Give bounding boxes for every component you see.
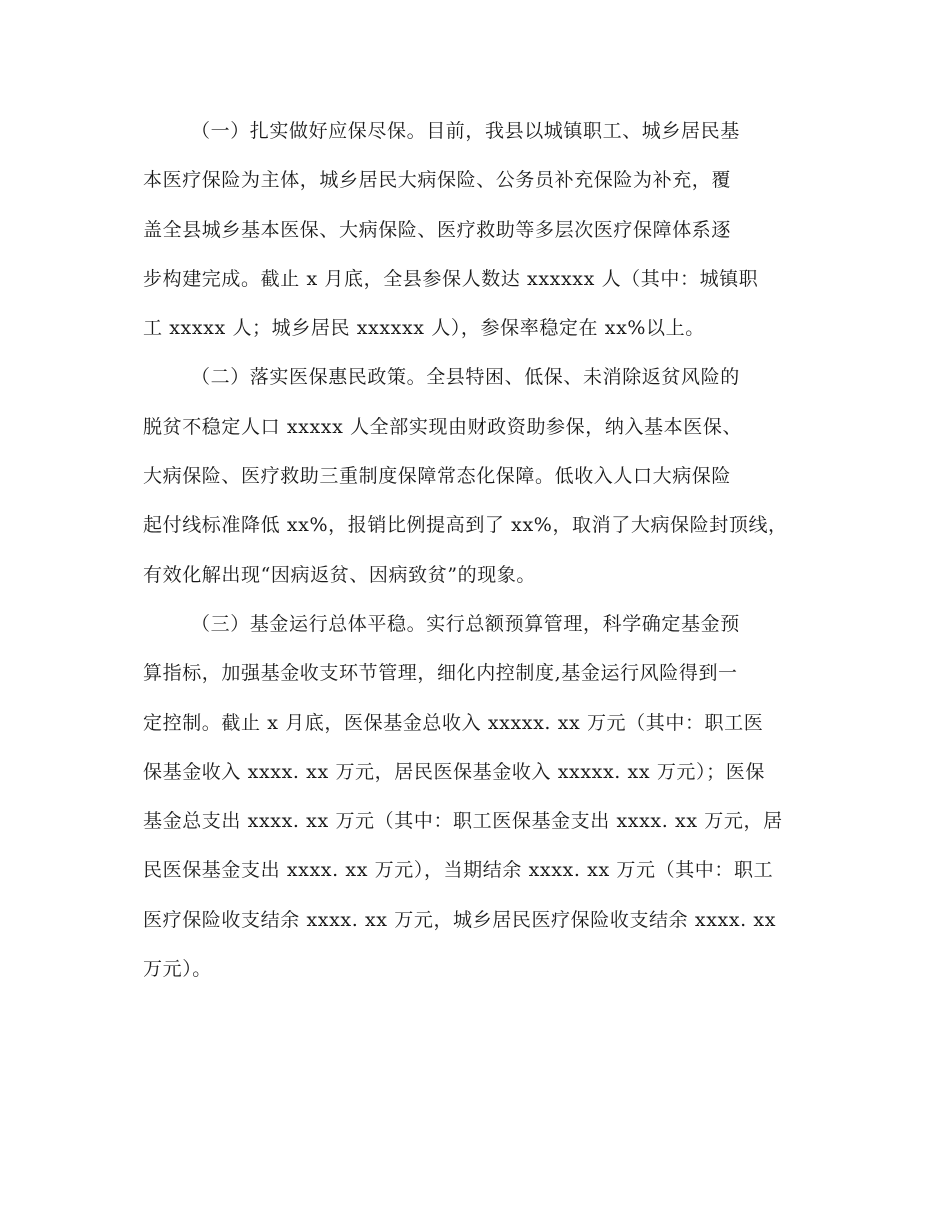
text-line: 有效化解出现“因病返贫、因病致贫”的现象。 [143, 563, 537, 586]
text-line: 步构建完成。截止 x 月底，全县参保人数达 xxxxxx 人（其中：城镇职 [143, 267, 759, 290]
paragraph-universal-coverage [143, 107, 813, 353]
text-line: 工 xxxxx 人；城乡居民 xxxxxx 人），参保率稳定在 xx%以上。 [143, 317, 705, 340]
text-line: 大病保险、医疗救助三重制度保障常态化保障。低收入人口大病保险 [143, 465, 732, 488]
text-line: （一）扎实做好应保尽保。目前，我县以城镇职工、城乡居民基 [191, 120, 740, 142]
paragraph-benefit-policy [143, 353, 813, 599]
text-line: 算指标，加强基金收支环节管理，细化内控制度,基金运行风险得到一 [143, 662, 738, 685]
text-line: 定控制。截止 x 月底，医保基金总收入 xxxxx. xx 万元（其中：职工医 [143, 711, 764, 734]
text-line: 民医保基金支出 xxxx. xx 万元），当期结余 xxxx. xx 万元（其中：职工 [143, 859, 774, 882]
text-line: 基金总支出 xxxx. xx 万元（其中：职工医保基金支出 xxxx. xx 万元，居 [143, 810, 783, 833]
document-body [143, 107, 813, 994]
text-line: 万元）。 [143, 958, 212, 981]
text-line: （二）落实医保惠民政策。全县特困、低保、未消除返贫风险的 [191, 366, 740, 389]
paragraph-fund-operation [143, 600, 813, 994]
text-line: 盖全县城乡基本医保、大病保险、医疗救助等多层次医疗保障体系逐 [143, 218, 732, 241]
text-line: 起付线标准降低 xx%，报销比例提高到了 xx%，取消了大病保险封顶线， [143, 514, 788, 537]
text-line: 本医疗保险为主体，城乡居民大病保险、公务员补充保险为补充，覆 [143, 169, 732, 192]
text-line: 脱贫不稳定人口 xxxxx 人全部实现由财政资助参保，纳入基本医保、 [143, 415, 743, 438]
text-line: 医疗保险收支结余 xxxx. xx 万元，城乡居民医疗保险收支结余 xxxx. xx [143, 908, 777, 931]
text-line: （三）基金运行总体平稳。实行总额预算管理，科学确定基金预 [191, 612, 740, 635]
text-line: 保基金收入 xxxx. xx 万元，居民医保基金收入 xxxxx. xx 万元）；医保 [143, 760, 765, 783]
